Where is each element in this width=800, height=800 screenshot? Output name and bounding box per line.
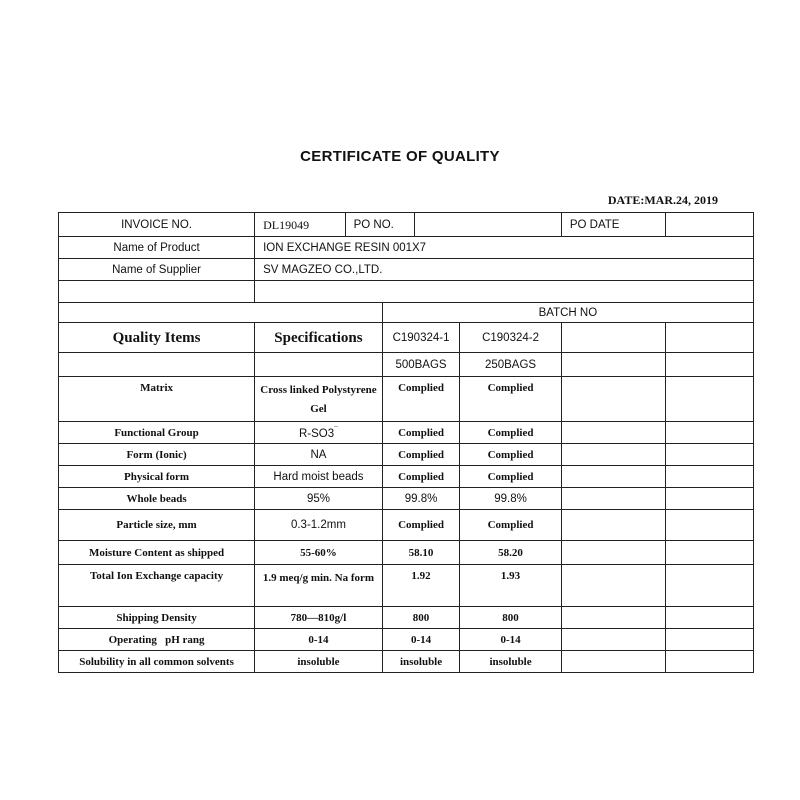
quality-item: Moisture Content as shipped	[59, 541, 255, 565]
batch-1-result: 58.10	[382, 541, 459, 565]
invoice-row	[59, 213, 754, 237]
specification: Hard moist beads	[255, 466, 383, 488]
po-no-value	[415, 213, 562, 237]
table-row	[59, 565, 754, 607]
batch-2-result: Complied	[460, 510, 562, 541]
batch-1-result: Complied	[382, 444, 459, 466]
batch-2-result: Complied	[460, 422, 562, 444]
supplier-row	[59, 259, 754, 281]
specification-superscript: ¯	[334, 427, 338, 435]
po-no-label: PO NO.	[345, 213, 414, 237]
batch-2-result: 58.20	[460, 541, 562, 565]
bags-row	[59, 353, 754, 377]
batch-2-bags: 250BAGS	[460, 353, 562, 377]
table-row	[59, 466, 754, 488]
invoice-label: INVOICE NO.	[59, 213, 255, 237]
document-title: CERTIFICATE OF QUALITY	[300, 148, 500, 165]
supplier-label: Name of Supplier	[59, 259, 255, 281]
product-row	[59, 237, 754, 259]
specifications-header: Specifications	[255, 323, 383, 353]
quality-item: Form (Ionic)	[59, 444, 255, 466]
batch-2-no: C190324-2	[460, 323, 562, 353]
batch-1-result: Complied	[382, 422, 459, 444]
table-row	[59, 629, 754, 651]
quality-items-header: Quality Items	[59, 323, 255, 353]
batch-2-result: 99.8%	[460, 488, 562, 510]
po-date-value	[666, 213, 754, 237]
table-row	[59, 488, 754, 510]
quality-item: Shipping Density	[59, 607, 255, 629]
specification: 95%	[255, 488, 383, 510]
table-row	[59, 607, 754, 629]
specification: NA	[255, 444, 383, 466]
batch-1-result: 1.92	[382, 565, 459, 607]
specification	[255, 422, 383, 444]
batch-header-row	[59, 303, 754, 323]
specification: insoluble	[255, 651, 383, 673]
document-date: DATE:MAR.24, 2019	[607, 193, 718, 207]
quality-item: Total Ion Exchange capacity	[59, 565, 255, 607]
batch-2-result: 1.93	[460, 565, 562, 607]
batch-1-bags: 500BAGS	[382, 353, 459, 377]
specification-text: R-SO3	[298, 427, 335, 440]
batch-1-result: insoluble	[382, 651, 459, 673]
invoice-value: DL19049	[255, 213, 346, 237]
quality-item: Matrix	[59, 377, 255, 422]
quality-item: Solubility in all common solvents	[59, 651, 255, 673]
batch-2-result: Complied	[460, 444, 562, 466]
specification: 0-14	[255, 629, 383, 651]
specification: 780—810g/l	[255, 607, 383, 629]
specification: Cross linked Polystyrene Gel	[255, 377, 383, 422]
batch-1-result: 800	[382, 607, 459, 629]
batch-1-result: 0-14	[382, 629, 459, 651]
quality-table	[58, 212, 754, 673]
product-value: ION EXCHANGE RESIN 001X7	[255, 237, 754, 259]
table-row	[59, 422, 754, 444]
batch-1-result: Complied	[382, 466, 459, 488]
batch-2-result: Complied	[460, 466, 562, 488]
batch-1-no: C190324-1	[382, 323, 459, 353]
quality-item: Physical form	[59, 466, 255, 488]
batch-no-label: BATCH NO	[382, 303, 753, 323]
specification: 55-60%	[255, 541, 383, 565]
table-row	[59, 510, 754, 541]
batch-2-result: insoluble	[460, 651, 562, 673]
batch-2-result: Complied	[460, 377, 562, 422]
specification: 1.9 meq/g min. Na form	[255, 565, 383, 607]
quality-item: Operating pH rang	[59, 629, 255, 651]
product-label: Name of Product	[59, 237, 255, 259]
table-row	[59, 541, 754, 565]
quality-item: Functional Group	[59, 422, 255, 444]
table-row	[59, 377, 754, 422]
supplier-value: SV MAGZEO CO.,LTD.	[255, 259, 754, 281]
batch-1-result: Complied	[382, 510, 459, 541]
column-header-row	[59, 323, 754, 353]
table-row	[59, 444, 754, 466]
quality-item: Particle size, mm	[59, 510, 255, 541]
specification: 0.3-1.2mm	[255, 510, 383, 541]
batch-2-result: 800	[460, 607, 562, 629]
table-row	[59, 651, 754, 673]
po-date-label: PO DATE	[561, 213, 666, 237]
quality-item: Whole beads	[59, 488, 255, 510]
batch-1-result: 99.8%	[382, 488, 459, 510]
batch-1-result: Complied	[382, 377, 459, 422]
batch-2-result: 0-14	[460, 629, 562, 651]
blank-row	[59, 281, 754, 303]
